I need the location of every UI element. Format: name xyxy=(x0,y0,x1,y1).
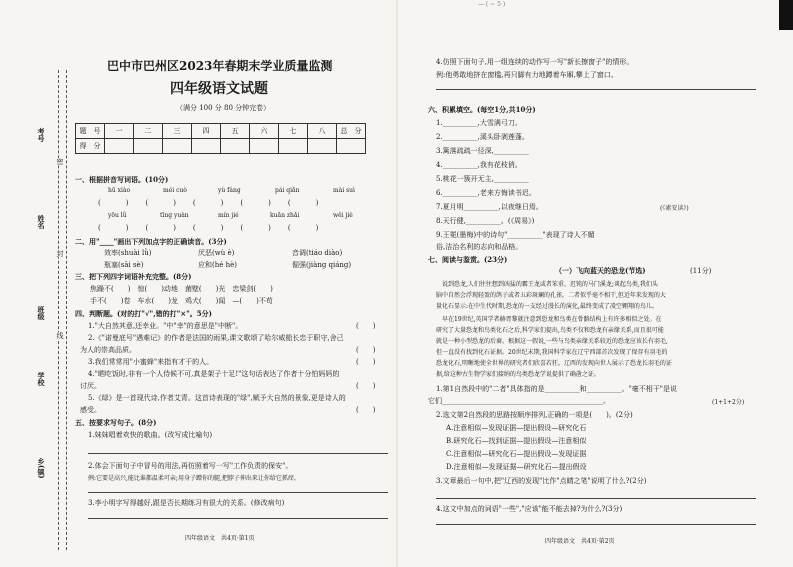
idiom-row-2[interactable] xyxy=(90,296,273,306)
idiom-part: 手不( xyxy=(90,297,107,305)
judge-item-1: 1."大自然其意,还幸业。"中"幸"的意思是"中断"。 xyxy=(88,322,243,330)
answer-line[interactable] xyxy=(88,518,388,519)
idiom-part: 鸡犬( xyxy=(184,297,202,305)
fill-item-9[interactable]: 9.王冕(墨梅)中的诗句"__________"表现了诗人不媚 xyxy=(436,231,595,239)
pinyin-2: méi cuò xyxy=(163,187,187,194)
reading-item-6[interactable]: 倔强(jiàng qiáng) xyxy=(292,261,352,269)
judge-answer-2[interactable]: ( ) xyxy=(356,346,376,354)
judge-answer-4[interactable]: ( ) xyxy=(356,382,376,390)
judge-item-2-cont: 为人的崇高品质。 xyxy=(80,346,136,354)
reading-item-5[interactable]: 应和(hé hè) xyxy=(198,261,237,269)
judge-item-3: 3.我们常常用"小蜜蜂"来指有才干的人。 xyxy=(88,358,214,366)
imitate-q4-example: 例:他勇敢地挤在窗槛,再只脚有力地蹲着车厢,攀上了窗口。 xyxy=(436,71,618,79)
side-mi: 密 xyxy=(56,158,64,165)
reading-q2-option-c[interactable]: C.注意相似—研究化石—提出假设—发现证据 xyxy=(446,450,587,458)
judge-answer-1[interactable]: ( ) xyxy=(356,322,376,330)
fill-item-7-source: (《素安读》) xyxy=(660,205,689,212)
score-cell: 一 xyxy=(105,124,134,139)
left-footer: 四年级语文 共4页·第1页 xyxy=(185,535,255,542)
score-cell: 二 xyxy=(134,124,163,139)
idiom-part: )不苟 xyxy=(256,297,273,305)
score-cell: 八 xyxy=(308,124,337,139)
para2-line: 但一直没有找到化石证据。20世纪末期,我国科学家在辽宁西部首次发现了保存有羽毛的 xyxy=(436,349,668,356)
exam-subtitle: 四年级语文试题 xyxy=(170,81,268,97)
imitate-q4: 4.仿照下面句子,用一组连续的动作写一写"新长擦窗子"的情形。 xyxy=(436,58,634,66)
reading-item-1[interactable]: 效率(shuài lǜ) xyxy=(104,249,152,257)
answer-line[interactable] xyxy=(436,524,756,525)
idiom-part: )龙 xyxy=(168,297,178,305)
section2-title: 二、用"____"画出下列加点字的正确读音。(3分) xyxy=(75,237,227,246)
section7-title: 七、阅读与鉴赏。(23分) xyxy=(428,255,508,264)
right-footer: 四年级语文 共4页·第2页 xyxy=(545,538,615,545)
idiom-part: 忠梁剑( xyxy=(232,285,257,293)
score-input-cell[interactable] xyxy=(337,139,366,154)
idiom-part: 惊( xyxy=(137,285,148,293)
binding-line-outer xyxy=(58,70,59,550)
reading-q1-score: (1+1+2分) xyxy=(712,399,745,406)
para2-line: 恐龙化石,明晰地使全世界的研究者们欣喜若狂。辽西的发现向世人展示了恐龙长羽毛的证 xyxy=(436,360,672,367)
reading-item-3[interactable]: 音调(tiáo diào) xyxy=(292,249,343,257)
judge-item-4: 4."晒吃饭时,非有一个人侍候不可,真是架子十足!"这句话表达了作者十分怕妈妈的 xyxy=(88,370,340,378)
score-cell: 四 xyxy=(192,124,221,139)
idiom-row-1[interactable] xyxy=(90,284,273,294)
para2-line: 研究了大量恐龙和鸟类化石之后,科学家们提出,鸟类不仅和恐龙有亲缘关系,而且很可能 xyxy=(436,327,664,334)
fill-item-5[interactable]: 5.桃花一簇开无主,__________ xyxy=(436,175,529,183)
para1-line: 脑中自然会浮现轻盈的鸽子或者五彩斑斓的孔雀。二者似乎毫不相干,但近年来发现的大 xyxy=(436,292,666,299)
pinyin-3: yù fáng xyxy=(218,187,241,194)
answer-line[interactable] xyxy=(88,453,388,454)
section5-title: 五、按要求写句子。(8分) xyxy=(75,418,157,427)
score-table-header-row xyxy=(76,124,366,139)
idiom-part: 菌壁( xyxy=(184,285,202,293)
score-note: （满分 100 分 80 分钟完卷） xyxy=(176,104,271,112)
reading-q4: 4.这文中加点的词语"一些","应该"能不能去掉?为什么?(3分) xyxy=(436,505,623,513)
score-input-cell[interactable] xyxy=(308,139,337,154)
para1-line: 量化石显示:在中生代时期,恐龙的一支经过漫长的演化,最终变成了凌空翱翔的鸟儿。 xyxy=(436,303,658,310)
reading-item-4[interactable]: 瓶塞(sāi sè) xyxy=(104,261,144,269)
answer-line[interactable] xyxy=(436,498,756,499)
reading-q2-option-d[interactable]: D.注意相似—发现证据—研究化石—提出假设 xyxy=(446,463,587,471)
pinyin-5: mài suì xyxy=(333,187,355,194)
judge-item-4-cont: 讨厌。 xyxy=(80,382,101,390)
judge-answer-3[interactable]: ( ) xyxy=(356,358,376,366)
pinyin-answer-row-2[interactable]: ( ) ( ) ( ) ( ) ( ) xyxy=(98,224,320,232)
binding-line-inner xyxy=(66,70,67,550)
rewrite-q2: 2.体会下面句子中冒号的用法,再仿照着写一写"工作负责的保安"。 xyxy=(88,462,293,470)
score-cell: 五 xyxy=(221,124,250,139)
side-xingming: 姓名 xyxy=(37,215,46,229)
score-cell: 三 xyxy=(163,124,192,139)
section3-title: 三、把下列四字词语补充完整。(8分) xyxy=(75,272,192,281)
fill-item-1[interactable]: 1.__________,大雪满弓刀。 xyxy=(436,119,522,127)
fill-item-4[interactable]: 4.__________,我有花枝俏。 xyxy=(436,161,522,169)
idiom-part: )卷 xyxy=(120,297,131,305)
reading-q2-option-a[interactable]: A.注意相似—发现证据—提出假设—研究化石 xyxy=(446,424,587,432)
judge-item-5: 5.《绿》是一首现代诗,作者艾青。这首诗表现的"绿",赋予大自然的景象,更是诗人的 xyxy=(88,394,346,402)
judge-item-5-cont: 感受。 xyxy=(80,406,101,414)
score-table xyxy=(75,123,366,154)
idiom-part: ) xyxy=(127,285,131,293)
reading-q1[interactable]: 1.第1自然段中的"二者"具体指的是__________和__________。"毫不相干"是说 xyxy=(436,385,678,393)
pinyin-6: yōu lǜ xyxy=(108,212,127,219)
reading-q3: 3.文章最后一句中,把"辽西的发现"比作"点睛之笔"说明了什么?(2分) xyxy=(436,477,647,485)
score-input-cell[interactable] xyxy=(221,139,250,154)
para2-line: 据,给这种古生物学家们接纳的鸟类恐龙学说提供了确凿之证。 xyxy=(436,371,600,378)
exam-title: 巴中市巴州区2023年春期末学业质量监测 xyxy=(107,59,333,73)
para2-line: 就是一种小型恐龙的后裔。根据这一假说,一些与鸟类亲缘关系较近的恐龙应该长有羽毛, xyxy=(436,338,668,345)
pinyin-8: mín jié xyxy=(218,212,239,219)
fill-item-8[interactable]: 8.天行健,__________。(《周易》) xyxy=(436,217,535,225)
score-input-cell[interactable] xyxy=(163,139,192,154)
reading-title: （一）飞向蓝天的恐龙(节选) xyxy=(555,266,646,275)
score-cell: 题 号 xyxy=(76,124,105,139)
side-kaohao: 考号 xyxy=(37,128,46,142)
pinyin-7: tīng yuàn xyxy=(160,212,189,219)
answer-line[interactable] xyxy=(88,492,388,493)
side-feng: 封 xyxy=(56,250,64,257)
reading-q2-option-b[interactable]: B.研究化石—找到证据—提出假设—注意相似 xyxy=(446,437,587,445)
para1-line: 说到恐龙,人们往往想到凶猛的霸王龙或者笨重、迟钝的马门溪龙;谈起鸟类,我们头 xyxy=(442,281,658,288)
section1-title: 一、根据拼音写词语。(10分) xyxy=(75,175,169,184)
fill-item-6[interactable]: 6.__________,老来方悔读书迟。 xyxy=(436,189,536,197)
scan-edge-bar xyxy=(779,0,793,30)
page-fold xyxy=(396,0,398,567)
side-xuexiao: 学校 xyxy=(37,372,46,386)
idiom-part: 焦躁不( xyxy=(90,285,114,293)
fill-item-9-cont: 俗,洁治名利的志向和品格。 xyxy=(436,243,523,251)
pinyin-9: kuān zhǎi xyxy=(270,212,300,219)
reading-q1-cont[interactable]: 它们______________________________________________。 xyxy=(428,397,610,405)
idiom-part: 车水( xyxy=(137,297,155,305)
side-xiang: 乡(镇) xyxy=(37,458,46,479)
fill-item-2[interactable]: 2.__________,溪头卧剥莲蓬。 xyxy=(436,133,529,141)
reading-q2[interactable]: 2.选文第2自然段的思路按顺序排列,正确的一项是( )。(2分) xyxy=(436,411,633,419)
pinyin-1: hū xiào xyxy=(108,187,131,194)
rewrite-q3: 3.李小明字写得越好,跟是否长期练习有很大的关系。(修改病句) xyxy=(88,499,285,507)
score-input-cell[interactable] xyxy=(105,139,134,154)
section4-title: 四、判断题。(对的打"√",错的打"×"。5分) xyxy=(75,309,212,318)
idiom-part: ) xyxy=(270,285,273,293)
idiom-part: —( xyxy=(232,297,243,305)
rewrite-q1: 1.妹妹唱着欢快的歌曲。(改写成比喻句) xyxy=(88,431,213,439)
score-input-cell[interactable] xyxy=(279,139,308,154)
pinyin-4: pái qiǎn xyxy=(275,187,300,194)
fill-item-7[interactable]: 7.夏月明__________,以夜继日焉。 xyxy=(436,203,543,211)
answer-line[interactable] xyxy=(436,89,756,90)
top-mark: — ( ~ 5 ) xyxy=(478,1,506,8)
reading-item-2[interactable]: 厌恶(wù è) xyxy=(198,249,235,257)
side-xian: 线 xyxy=(56,332,64,339)
reading-score: (11分) xyxy=(690,267,712,275)
para2-line: 早在19世纪,英国学者赫胥黎就注意到恐龙和鸟类在骨骼结构上有许多相似之处。在 xyxy=(442,316,662,323)
score-cell: 六 xyxy=(250,124,279,139)
score-input-cell[interactable] xyxy=(134,139,163,154)
section6-title: 六、积累填空。(每空1分,共10分) xyxy=(428,105,536,114)
score-cell: 得 分 xyxy=(76,139,105,154)
score-cell: 总 分 xyxy=(337,124,366,139)
side-banji: 班级 xyxy=(37,306,46,320)
score-table-score-row xyxy=(76,139,366,154)
judge-answer-5[interactable]: ( ) xyxy=(356,406,376,414)
idiom-part: )闻 xyxy=(215,297,226,305)
score-input-cell[interactable] xyxy=(250,139,279,154)
fill-item-3[interactable]: 3.篱落疏疏一径深,__________ xyxy=(436,147,529,155)
idiom-part: )光 xyxy=(215,285,226,293)
score-input-cell[interactable] xyxy=(192,139,221,154)
pinyin-answer-row-1[interactable]: ( ) ( ) ( ) ( ) ( ) xyxy=(98,199,320,207)
rewrite-q2-example: 例:它要是高兴,能比谁都温柔可亲;用身子蹭你的腿,把脖子伸出来让你给它抓痒。 xyxy=(88,475,300,482)
score-cell: 七 xyxy=(279,124,308,139)
pinyin-10: wěi jiè xyxy=(333,212,353,219)
idiom-part: )动地 xyxy=(161,285,178,293)
judge-item-2: 2.《"诺曼底号"遇难记》的作者是法国的雨果,课文歌颂了哈尔威船长忠于职守,舍己 xyxy=(88,334,344,342)
